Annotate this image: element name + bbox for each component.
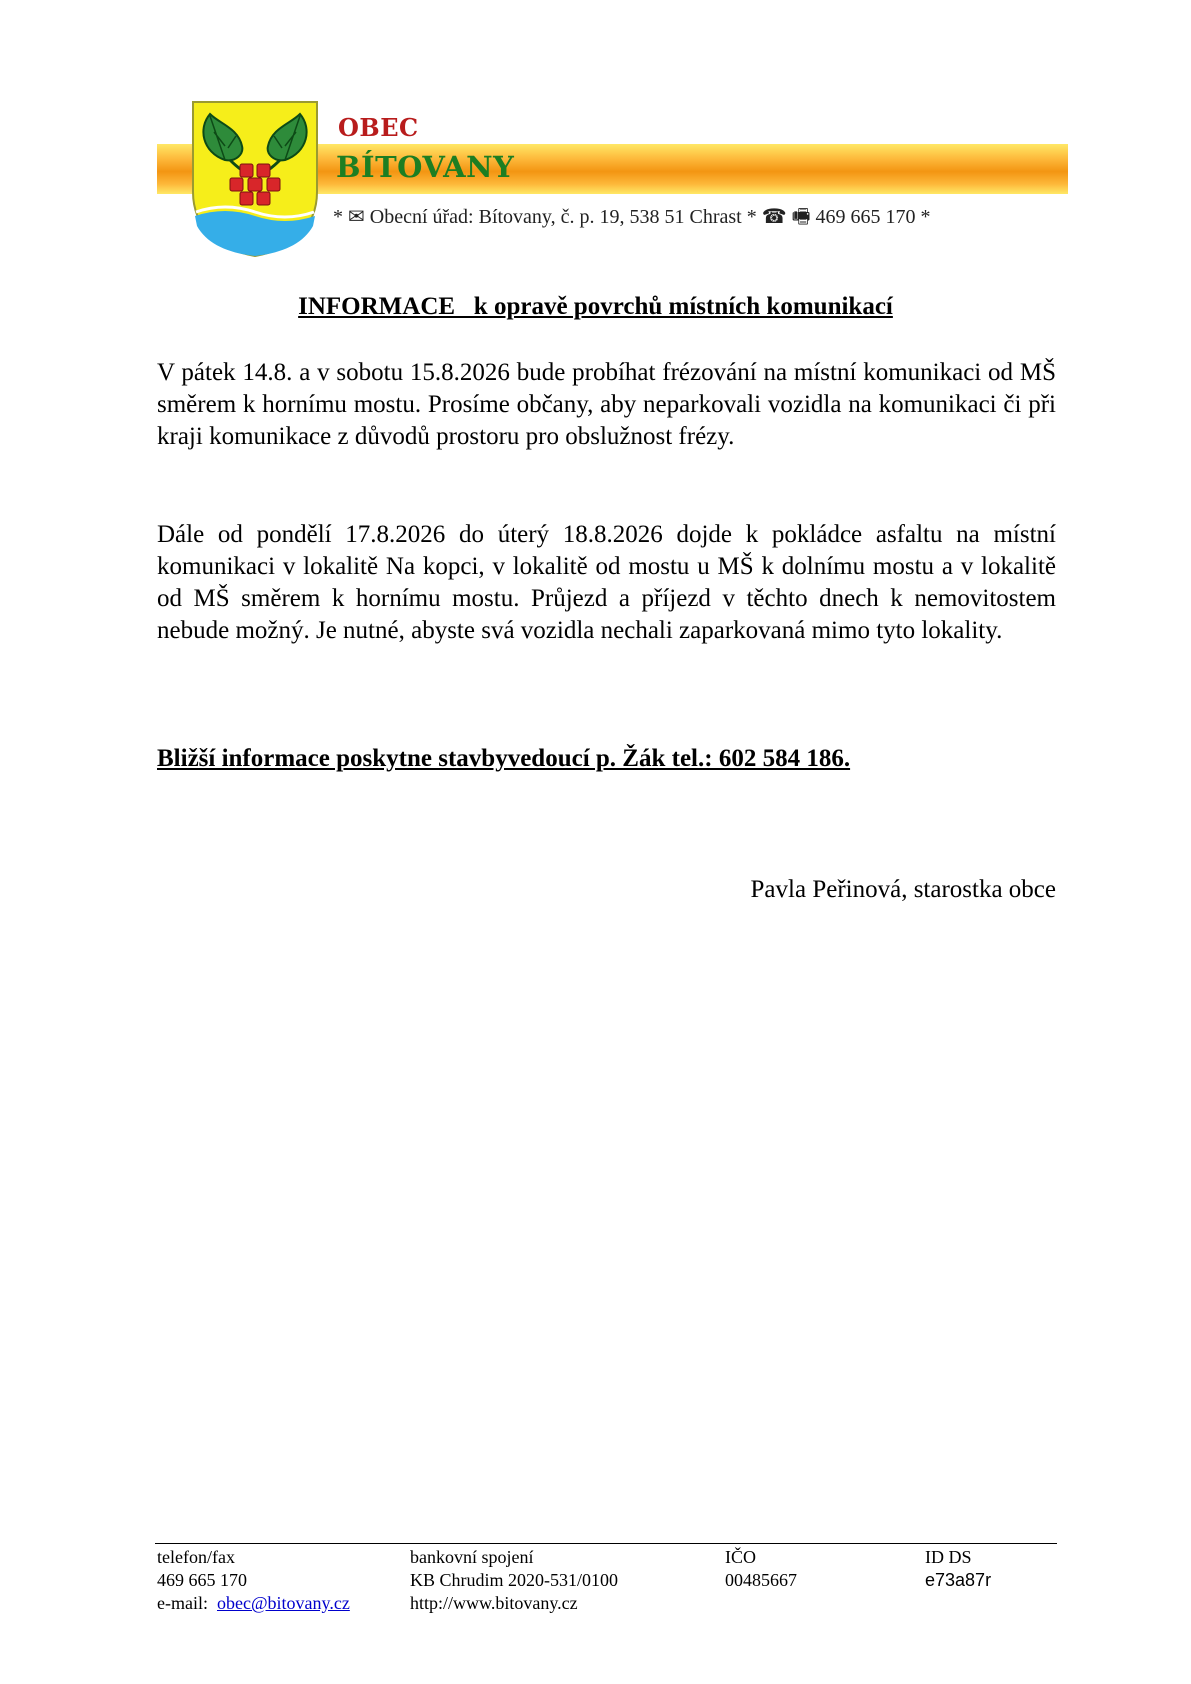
footer-ico-column xyxy=(725,1546,797,1592)
footer-website: http://www.bitovany.cz xyxy=(410,1593,578,1613)
signature: Pavla Peřinová, starostka obce xyxy=(750,876,1056,903)
footer-ds-label: ID DS xyxy=(925,1547,972,1567)
paragraph-asphalt: Dále od pondělí 17.8.2026 do úterý 18.8.2026 dojde k pokládce asfaltu na místní komunikaci v lokalitě Na kopci, v lokalitě od mostu u MŠ k dolnímu mostu a v lokalitě od MŠ směrem k hornímu mostu. Průjezd a příjezd v těchto dnech k nemovitostem nebude možný. Je nutné, abyste svá vozidla nechali zaparkovaná mimo tyto lokality. xyxy=(157,521,1056,644)
footer-email-row xyxy=(157,1592,350,1615)
document-title: INFORMACE k opravě povrchů místních komunikací xyxy=(298,293,893,320)
header-contact-line: * ✉ Obecní úřad: Bítovany, č. p. 19, 538 51 Chrast * ☎ 🖷 469 665 170 * xyxy=(333,206,931,228)
header-obec-word: OBEC xyxy=(338,113,419,142)
coat-of-arms-icon xyxy=(190,100,320,258)
footer-phone-label: telefon/fax xyxy=(157,1547,235,1567)
footer-divider xyxy=(155,1543,1057,1544)
footer-ico-label: IČO xyxy=(725,1547,756,1567)
footer-email-label: e-mail: xyxy=(157,1593,208,1613)
paragraph-milling: V pátek 14.8. a v sobotu 15.8.2026 bude probíhat frézování na místní komunikaci od MŠ směrem k hornímu mostu. Prosíme občany, aby neparkovali vozidla na komunikaci či při kraji komunikace z důvodů prostoru pro obslužnost frézy. xyxy=(157,359,1056,450)
footer-ds: e73a87r xyxy=(925,1570,992,1590)
contact-info: Bližší informace poskytne stavbyvedoucí p. Žák tel.: 602 584 186. xyxy=(157,745,851,772)
email-link[interactable]: obec@bitovany.cz xyxy=(216,1593,350,1613)
footer-ds-column xyxy=(925,1546,991,1592)
footer-bank: KB Chrudim 2020-531/0100 xyxy=(410,1570,619,1590)
footer-ico: 00485667 xyxy=(725,1570,797,1590)
footer-phone: 469 665 170 xyxy=(157,1570,247,1590)
footer-bank-column xyxy=(410,1546,618,1615)
footer-bank-label: bankovní spojení xyxy=(410,1547,534,1567)
footer-phone-column xyxy=(157,1546,350,1615)
header-village-name: BÍTOVANY xyxy=(336,150,515,184)
